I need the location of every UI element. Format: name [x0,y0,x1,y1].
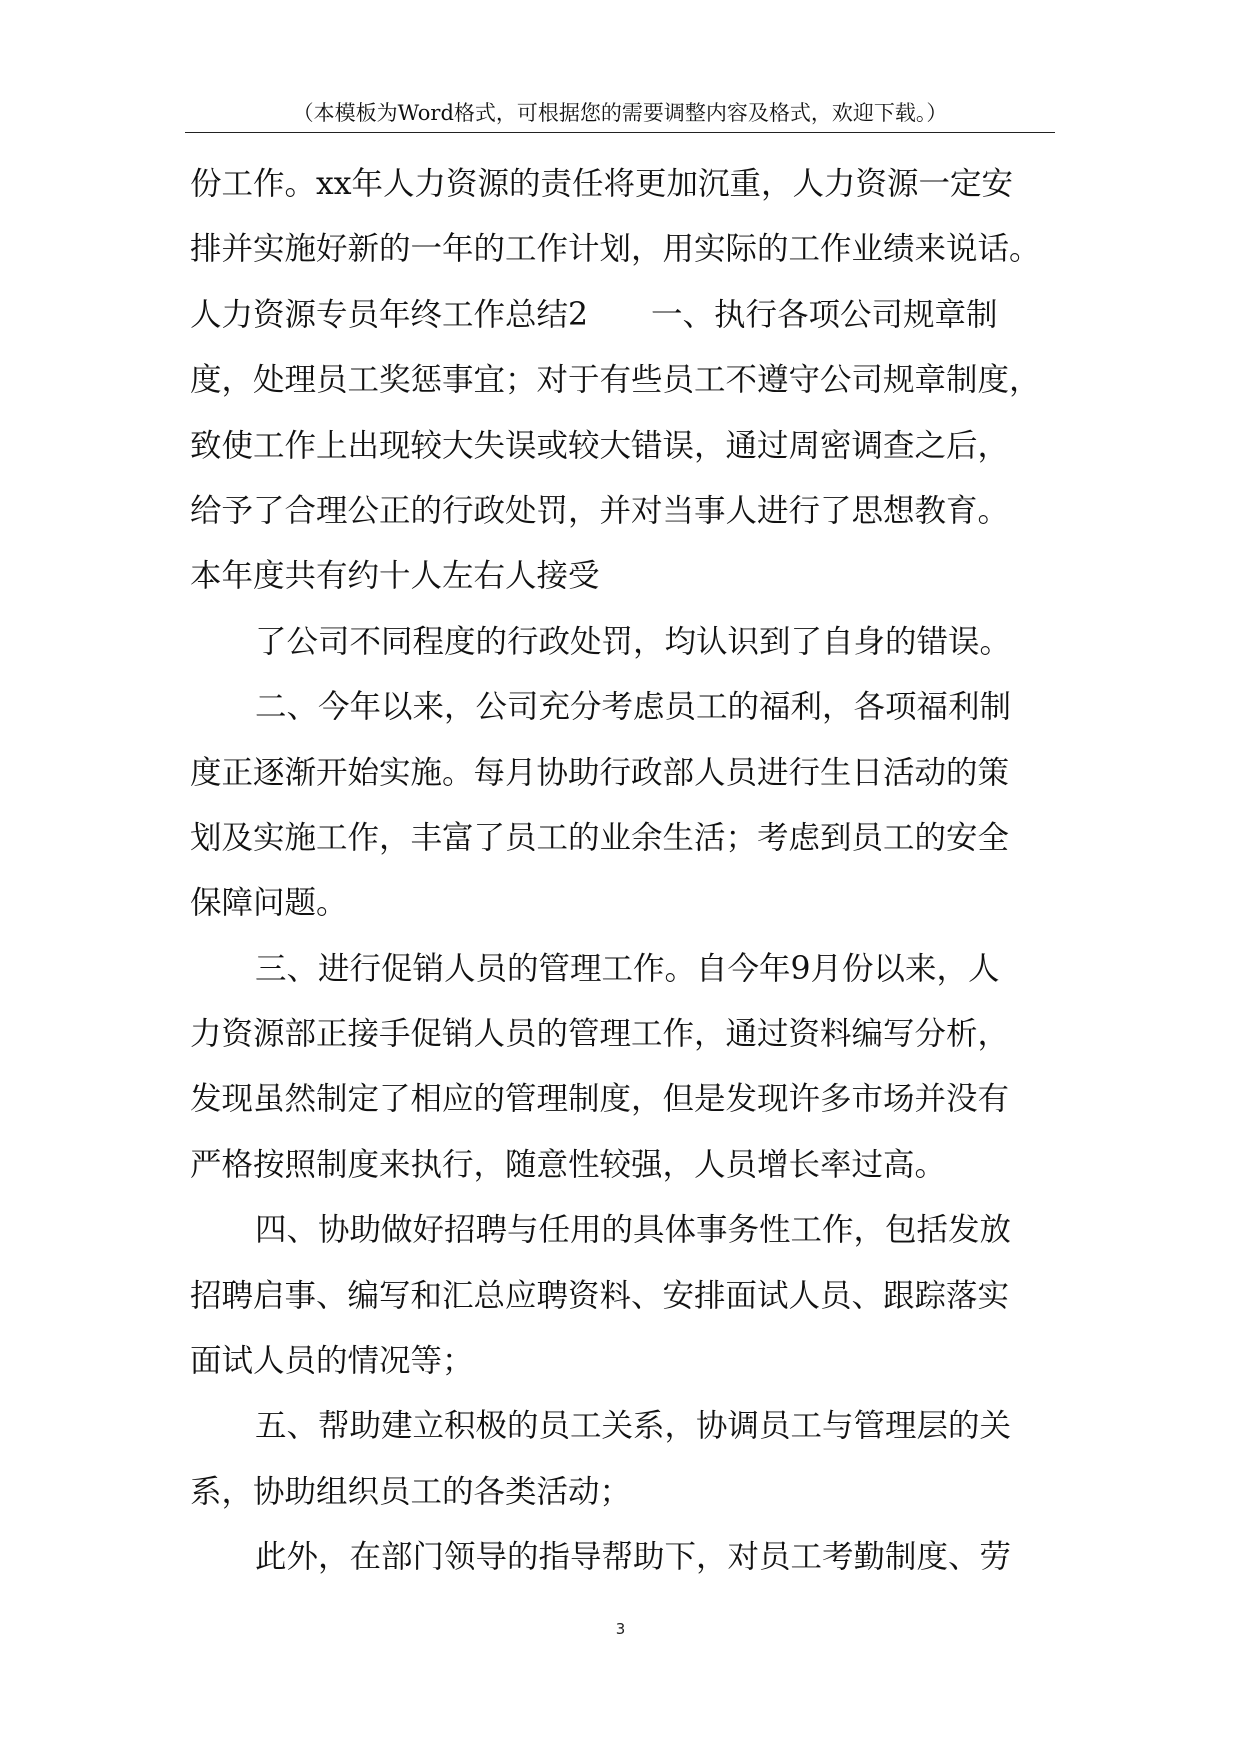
text-line: 四、协助做好招聘与任用的具体事务性工作，包括发放 [255,1212,1012,1249]
text-line: 系，协助组织员工的各类活动； [190,1473,632,1510]
header-divider [185,132,1055,133]
text-line: 三、进行促销人员的管理工作。自今年9月份以来，人 [255,950,1000,987]
text-line: 给予了合理公正的行政处罚，并对当事人进行了思想教育。 [190,492,1010,529]
text-line: 人力资源专员年终工作总结2 一、执行各项公司规章制 [190,296,998,333]
page-number: 3 [615,1620,626,1638]
text-line: 发现虽然制定了相应的管理制度，但是发现许多市场并没有 [190,1081,1010,1118]
text-line: 二、今年以来，公司充分考虑员工的福利，各项福利制 [255,689,1012,726]
text-line: 致使工作上出现较大失误或较大错误，通过周密调查之后， [190,427,1010,464]
text-line: 严格按照制度来执行，随意性较强，人员增长率过高。 [190,1146,947,1183]
text-line: 份工作。xx年人力资源的责任将更加沉重，人力资源一定安 [190,166,1014,202]
text-line: 本年度共有约十人左右人接受 [190,558,600,595]
text-line: 招聘启事、编写和汇总应聘资料、安排面试人员、跟踪落实 [190,1277,1010,1314]
text-line: 度正逐渐开始实施。每月协助行政部人员进行生日活动的策 [190,754,1010,791]
text-line: 保障问题。 [190,885,348,922]
document-body [190,152,1090,1591]
text-line: 五、帮助建立积极的员工关系，协调员工与管理层的关 [255,1408,1012,1445]
text-line: 划及实施工作，丰富了员工的业余生活；考虑到员工的安全 [190,819,1010,856]
text-line: 面试人员的情况等； [190,1343,474,1380]
text-line: 了公司不同程度的行政处罚，均认识到了自身的错误。 [255,623,1012,660]
text-line: 度，处理员工奖惩事宜；对于有些员工不遵守公司规章制度， [190,362,1041,399]
text-line: 此外，在部门领导的指导帮助下，对员工考勤制度、劳 [255,1539,1012,1576]
text-line: 力资源部正接手促销人员的管理工作，通过资料编写分析， [190,1016,1010,1053]
header-note: （本模板为Word格式，可根据您的需要调整内容及格式，欢迎下载。） [292,101,948,125]
text-line: 排并实施好新的一年的工作计划，用实际的工作业绩来说话。 [190,231,1041,268]
